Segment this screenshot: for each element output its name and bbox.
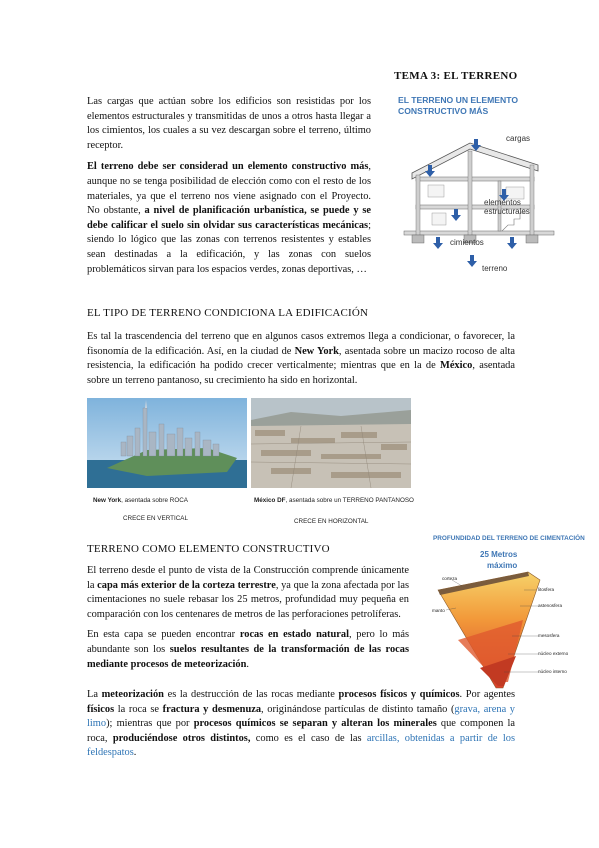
s3p3-bold-2: procesos físicos y químicos xyxy=(338,689,460,700)
section3-paragraph-3 xyxy=(87,688,515,761)
section2-text-3: , asentada sobre un terreno pantanoso, su crecimiento ha sido en horizontal. xyxy=(87,360,515,386)
earth-label-nucleo-externo: núcleo externo xyxy=(538,651,569,656)
s3p2-text-3: . xyxy=(246,658,249,670)
caption-ny-text: , asentada sobre ROCA xyxy=(121,497,188,504)
s3p3-text-5: , originándose partículas de distinto tamaño ( xyxy=(261,703,455,715)
figure-building-title-2: CONSTRUCTIVO MÁS xyxy=(398,105,489,116)
caption-new-york xyxy=(93,497,188,504)
figure-earth-title: PROFUNDIDAD DEL TERRENO DE CIMENTACIÓN xyxy=(433,535,585,542)
s3p3-bold-5: procesos químicos se separan y alteran los minerales xyxy=(193,718,437,730)
earth-label-manto: manto xyxy=(432,608,445,613)
s3p2-bold-1: rocas en estado natural xyxy=(239,629,349,641)
s3p3-text-6: ); mientras que por xyxy=(106,718,194,730)
s3p3-bold-4: fractura y desmenuza xyxy=(162,703,262,715)
s3p3-text-3: . Por agentes xyxy=(459,689,516,700)
label-cimientos: cimientos xyxy=(450,238,484,247)
s3p3-text-4: la roca se xyxy=(114,703,163,715)
s3p3-bold-1: meteorización xyxy=(101,689,164,700)
label-estructurales: estructurales xyxy=(484,207,530,216)
s3p3-bold-3: físicos xyxy=(87,703,115,715)
label-elementos: elementos xyxy=(484,198,521,207)
section3-paragraph-2 xyxy=(87,628,409,672)
figure-earth-subtitle-1: 25 Metros xyxy=(480,550,518,559)
earth-label-corteza: corteza xyxy=(442,576,458,581)
s3p2-text-2: , pero lo más abundante son los xyxy=(87,629,409,655)
section-heading-tipo: EL TIPO DE TERRENO CONDICIONA LA EDIFICACIÓN xyxy=(87,307,369,319)
intro-paragraph-1: Las cargas que actúan sobre los edificios son resistidas por los elementos estructurales y transmitidas de unos a otros hasta llegar a los cimientos, los cuales a su vez descargan sobre el terreno, último receptor. xyxy=(87,96,371,151)
intro-bold-2: a nivel de planificación urbanística, se puede y se debe calificar el suelo sin olvidar sus características mecánicas xyxy=(87,205,371,231)
intro-text-1: , aunque no se tenga posibilidad de elección como con el resto de los materiales, ya que el terreno nos viene asignado con el Proyecto. No obstante, xyxy=(87,161,371,217)
s3p3-text-8: como es el caso de las xyxy=(250,732,367,744)
new-york-photo xyxy=(87,398,247,488)
s3p2-text-1: En esta capa se pueden encontrar xyxy=(87,629,240,641)
s3p3-text-1: La xyxy=(87,689,102,700)
s3p3-blue-2: arcillas, obtenidas a partir de los feldespatos xyxy=(87,732,515,759)
figure-earth-subtitle-2: máximo xyxy=(487,561,518,570)
caption-mexico xyxy=(254,497,414,504)
caption-crece-vertical: CRECE EN VERTICAL xyxy=(123,515,188,522)
section-heading-terreno: TERRENO COMO ELEMENTO CONSTRUCTIVO xyxy=(87,543,330,555)
label-terreno: terreno xyxy=(482,264,508,273)
earth-label-mesosfera: mesosfera xyxy=(538,633,560,638)
s3p3-bold-6: produciéndose otros distintos, xyxy=(112,732,251,744)
section2-paragraph xyxy=(87,330,515,388)
s3p3-text-2: es la destrucción de las rocas mediante xyxy=(163,689,339,700)
s3p1-text-1: El terreno desde el punto de vista de la Construcción comprende únicamente la xyxy=(87,565,409,591)
earth-label-litosfera: litosfera xyxy=(538,587,555,592)
intro-text-2: ; siendo lo lógico que las zonas con terrenos resistentes y estables sean destinadas a la edificación, y las zonas con suelos problemáticos sirvan para los espacios verdes, zonas deportivas, … xyxy=(87,219,371,275)
mexico-photo xyxy=(251,398,411,488)
caption-mx-text: , asentada sobre un TERRENO PANTANOSO xyxy=(285,497,414,504)
section2-bold-ny: New York xyxy=(294,345,339,357)
figure-building xyxy=(398,95,548,116)
figure-building-title-1: EL TERRENO UN ELEMENTO xyxy=(398,95,519,105)
caption-mx-bold: México DF xyxy=(254,497,286,504)
caption-crece-horizontal: CRECE EN HORIZONTAL xyxy=(294,518,369,525)
section3-block xyxy=(87,564,409,672)
s3p3-text-7: que componen la roca, xyxy=(87,718,516,744)
section3-paragraph-1 xyxy=(87,564,409,622)
section2-text-2: , asentada sobre un macizo rocoso de alta resistencia, la edificación ha podido crecer verticalmente; mientras que en la de xyxy=(87,345,515,372)
s3p1-text-2: , ya que la zona afectada por las cimentaciones no suele rebasar los 25 metros, profundidad muy pequeña en comparación con los centenares de metros de las perforaciones petrolíferas. xyxy=(87,579,409,620)
s3p1-bold-1: capa más exterior de la corteza terrestre xyxy=(97,579,276,591)
intro-paragraph-2 xyxy=(87,160,371,277)
earth-label-nucleo-interno: núcleo interno xyxy=(538,669,567,674)
earth-label-astenosfera: astenosfera xyxy=(538,603,563,608)
intro-bold-1: El terreno debe ser considerad un elemento constructivo más xyxy=(87,161,369,173)
building-section-diagram xyxy=(398,125,558,275)
s3p2-bold-2: suelos resultantes de la transformación de las rocas mediante procesos de meteorización xyxy=(87,643,409,670)
s3p3-blue-1: grava, arena y limo xyxy=(87,703,515,730)
section2-bold-mexico: México xyxy=(440,360,473,372)
s3p3-text-9: . xyxy=(133,747,137,759)
caption-ny-bold: New York xyxy=(93,497,122,504)
intro-block xyxy=(87,95,371,277)
label-cargas: cargas xyxy=(506,134,531,143)
section2-text-1: Es tal la trascendencia del terreno que en algunos casos extremos llega a condicionar, o favorecer, la fisonomía de la edificación. Así, en la ciudad de xyxy=(87,331,515,357)
earth-layers-diagram xyxy=(428,570,570,695)
page-title: TEMA 3: EL TERRENO xyxy=(394,70,518,82)
